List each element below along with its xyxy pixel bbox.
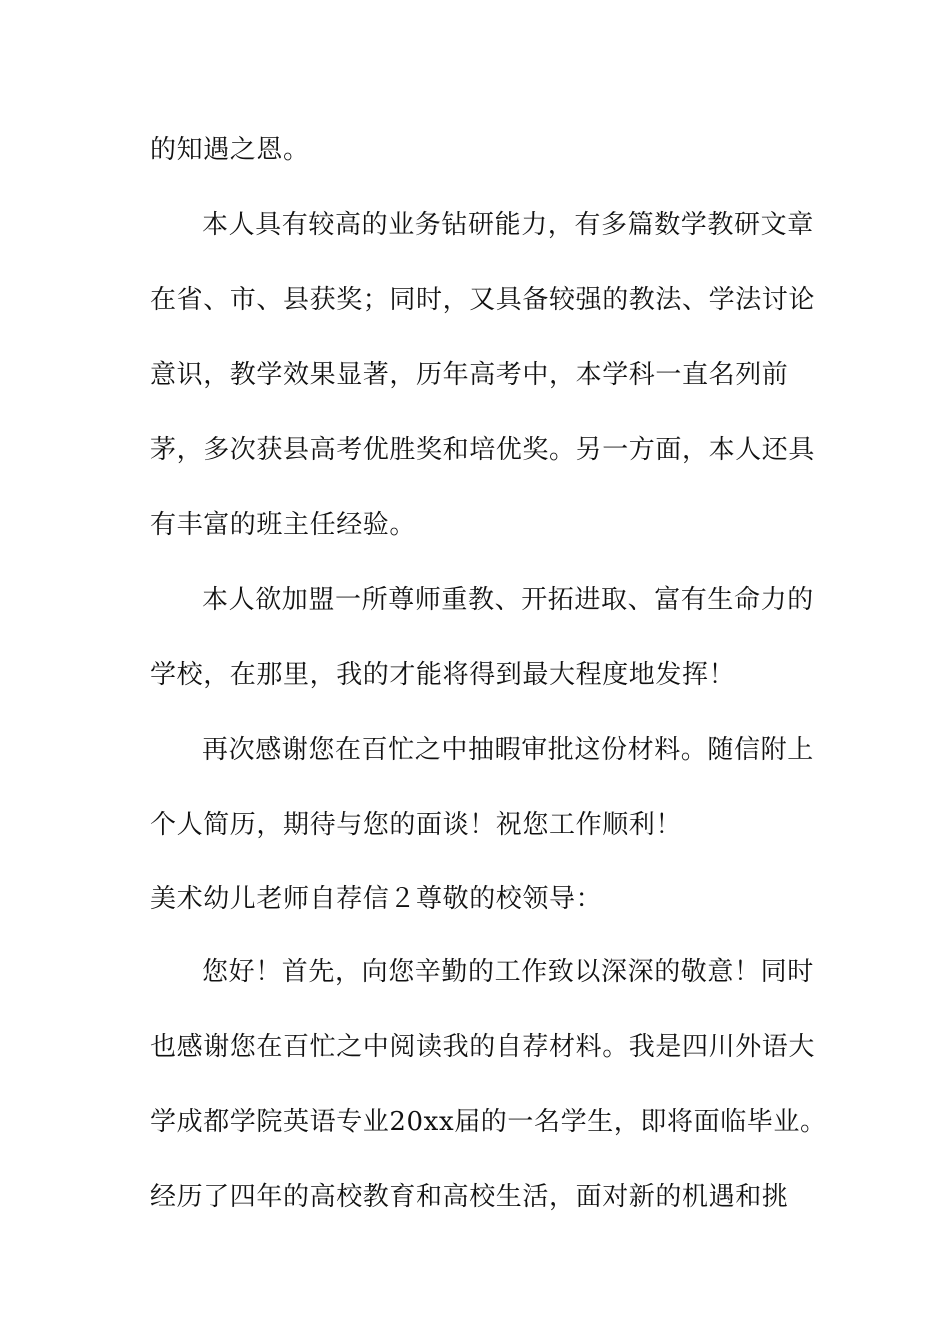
paragraph-start-line: 本人具有较高的业务钻研能力，有多篇数学教研文章 — [202, 210, 814, 240]
text-line: 学校，在那里，我的才能将得到最大程度地发挥！ — [150, 660, 736, 690]
text-line: 经历了四年的高校教育和高校生活，面对新的机遇和挑 — [150, 1182, 789, 1212]
paragraph-start-line: 您好！首先，向您辛勤的工作致以深深的敬意！同时 — [202, 957, 814, 987]
text-line: 的知遇之恩。 — [150, 135, 310, 165]
text-line: 在省、市、县获奖；同时，又具备较强的教法、学法讨论 — [150, 285, 816, 315]
text-line: 茅，多次获县高考优胜奖和培优奖。另一方面，本人还具 — [150, 435, 816, 465]
letter-heading-line: 美术幼儿老师自荐信２尊敬的校领导： — [150, 884, 603, 914]
text-line: 意识，教学效果显著，历年高考中，本学科一直名列前 — [150, 360, 789, 390]
text-line: 有丰富的班主任经验。 — [150, 510, 417, 540]
text-line: 也感谢您在百忙之中阅读我的自荐材料。我是四川外语大 — [150, 1032, 816, 1062]
paragraph-start-line: 再次感谢您在百忙之中抽暇审批这份材料。随信附上 — [202, 735, 814, 765]
text-line: 个人简历，期待与您的面谈！祝您工作顺利！ — [150, 810, 683, 840]
text-line: 学成都学院英语专业20xx届的一名学生，即将面临毕业。 — [150, 1107, 827, 1137]
paragraph-start-line: 本人欲加盟一所尊师重教、开拓进取、富有生命力的 — [202, 585, 814, 615]
